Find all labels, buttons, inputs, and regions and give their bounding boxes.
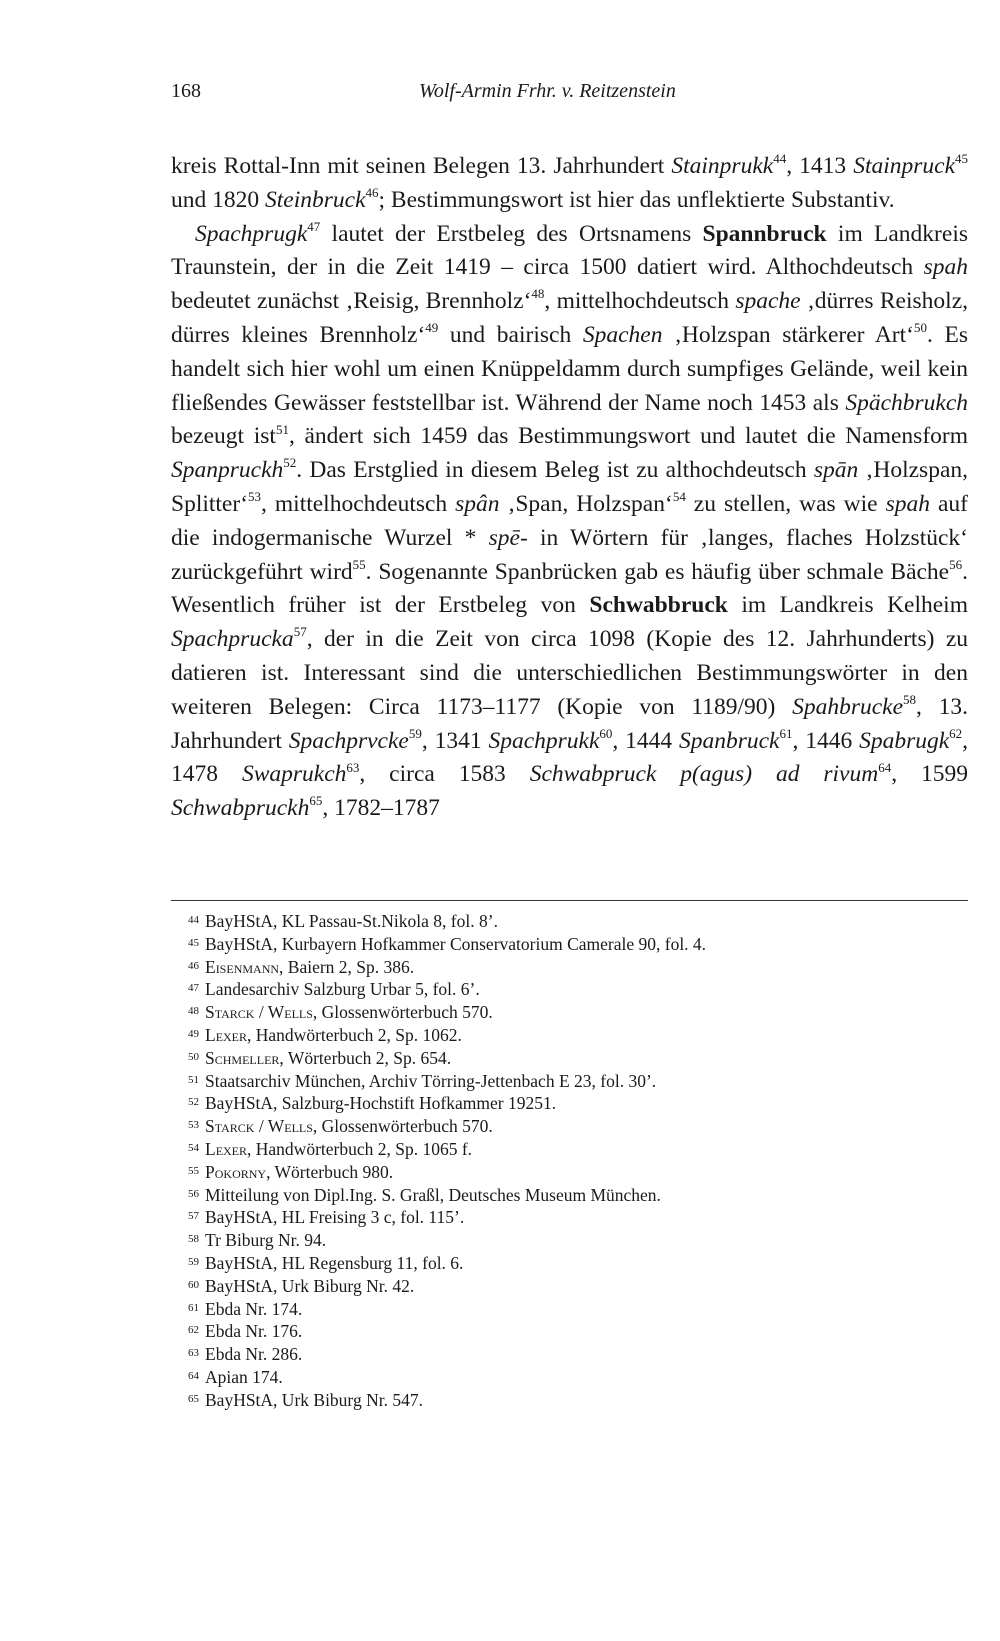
text-run: auf die indogermanische Wurzel * — [171, 490, 968, 551]
text-run: BayHStA, Salzburg-Hochstift Hofkammer 19251. — [205, 1093, 557, 1114]
italic-term: spē- — [488, 524, 528, 551]
footnote-number: 51 — [188, 1073, 199, 1086]
footnote-ref: 45 — [955, 151, 969, 167]
footnote-ref: 58 — [903, 691, 916, 707]
footnote-ref: 56 — [949, 556, 963, 572]
text-run: bedeutet zunächst ‚Reisig, Brennholz‘ — [171, 288, 532, 315]
italic-term: Schwabpruckh — [171, 795, 310, 822]
text-run: , Handwörterbuch 2, Sp. 1062. — [247, 1024, 462, 1045]
text-run: , 1341 — [421, 727, 489, 754]
footnote-ref: 44 — [773, 151, 787, 167]
italic-term: Spanpruckh — [171, 457, 284, 484]
italic-term: spân — [455, 490, 500, 517]
footnote-number: 60 — [188, 1278, 199, 1291]
text-run: ‚dürres Reisholz, dürres kleines Brennholz‘ — [171, 288, 969, 348]
footnote — [171, 1115, 968, 1138]
text-run: , der in die Zeit von circa 1098 (Kopie des 12. Jahrhunderts) zu datieren ist. Interessant sind die unterschiedlichen Bestimmungswörter in den weiteren Belegen: Circa 1173–1177 (Kopie von 1189/90) — [171, 626, 968, 720]
footnote-number: 44 — [188, 914, 199, 926]
text-run: . Wesentlich früher ist der Erstbeleg von — [171, 558, 968, 619]
text-run: , 1446 — [792, 727, 860, 754]
footnote — [171, 1229, 968, 1252]
italic-term: Spachen — [582, 321, 663, 348]
footnote — [171, 1001, 968, 1024]
text-run: , 13. Jahrhundert — [171, 693, 968, 754]
text-run: kreis Rottal-Inn mit seinen Belegen 13. Jahrhundert — [171, 153, 672, 179]
author-name: Pokorny — [205, 1161, 267, 1182]
footnote-ref: 62 — [949, 725, 963, 741]
italic-term: Schwabpruck p(agus) ad rivum — [529, 761, 879, 788]
text-run: , mittelhochdeutsch — [544, 288, 736, 315]
footnote — [171, 1252, 968, 1275]
italic-term: Spächbrukch — [845, 389, 968, 416]
footnote-rule — [171, 900, 968, 901]
text-run: zu stellen, was wie — [685, 490, 886, 517]
text-run: Ebda Nr. 174. — [205, 1298, 303, 1319]
text-run: im Landkreis Traunstein, der in die Zeit 1419 – circa 1500 datiert wird. Althochdeutsch — [171, 220, 968, 281]
text-run: Landesarchiv Salzburg Urbar 5, fol. 6’. — [205, 979, 480, 1000]
text-run: bezeugt ist — [171, 423, 276, 450]
italic-term: Spachprukk — [488, 727, 600, 754]
text-run: , ändert sich 1459 das Bestimmungswort und lautet die Namensform — [288, 423, 968, 450]
text-run: , 1444 — [612, 727, 679, 754]
footnote-number: 64 — [188, 1369, 199, 1382]
footnote-number: 53 — [188, 1119, 199, 1132]
paragraph — [171, 218, 968, 826]
italic-term: Stainprukk — [671, 153, 774, 179]
italic-term: spān — [813, 457, 859, 484]
footnote — [171, 1070, 968, 1093]
footnote-number: 65 — [188, 1392, 199, 1405]
footnote-ref: 65 — [309, 793, 323, 809]
author-name: Lexer — [205, 1024, 248, 1045]
footnote-ref: 55 — [352, 556, 366, 572]
footnote-ref: 57 — [293, 624, 307, 640]
text-run: , Glossenwörterbuch 570. — [312, 1116, 493, 1137]
footnote-ref: 49 — [425, 320, 439, 336]
footnote-number: 50 — [188, 1050, 199, 1063]
footnote-ref: 59 — [408, 725, 422, 741]
page-number: 168 — [171, 80, 201, 102]
italic-term: spah — [923, 254, 968, 281]
text-run: , Baiern 2, Sp. 386. — [279, 956, 415, 977]
italic-term: Spachprugk — [195, 220, 308, 247]
footnote-ref: 61 — [779, 725, 793, 741]
text-run: ‚Holzspan stärkerer Art‘ — [662, 321, 914, 348]
footnote-ref: 51 — [275, 421, 289, 437]
text-run: . Das Erstglied in diesem Beleg ist zu althochdeutsch — [296, 457, 814, 484]
italic-term: Spanbruck — [678, 727, 780, 754]
italic-term: spache — [735, 288, 801, 315]
footnote — [171, 1161, 968, 1184]
text-run: Mitteilung von Dipl.Ing. S. Graßl, Deutsches Museum München. — [205, 1184, 661, 1205]
text-run: BayHStA, Urk Biburg Nr. 547. — [205, 1389, 423, 1410]
footnote — [171, 1366, 968, 1389]
footnote — [171, 956, 968, 979]
italic-term: spah — [885, 490, 930, 517]
footnote-ref: 50 — [913, 320, 927, 336]
body-text — [171, 150, 968, 826]
footnote — [171, 910, 968, 933]
footnote-ref: 54 — [672, 489, 686, 505]
footnote — [171, 1275, 968, 1298]
text-run: BayHStA, Kurbayern Hofkammer Conservatorium Camerale 90, fol. 4. — [205, 933, 707, 954]
text-run: BayHStA, HL Freising 3 c, fol. 115’. — [205, 1207, 465, 1228]
footnote-number: 56 — [188, 1187, 199, 1200]
footnote-ref: 64 — [878, 759, 892, 775]
footnote — [171, 1320, 968, 1343]
italic-term: Spachprvcke — [288, 727, 409, 754]
footnote-number: 49 — [188, 1027, 199, 1040]
footnote-number: 52 — [188, 1096, 199, 1109]
footnote — [171, 978, 968, 1001]
footnotes — [171, 910, 968, 1412]
text-run: . Sogenannte Spanbrücken gab es häufig über schmale Bäche — [365, 558, 950, 585]
italic-term: Spabrugk — [859, 727, 950, 754]
running-title: Wolf-Armin Frhr. v. Reitzenstein — [419, 80, 676, 102]
footnote-ref: 60 — [599, 725, 613, 741]
footnote — [171, 1138, 968, 1161]
text-run: , circa 1583 — [359, 761, 530, 788]
footnote-number: 46 — [188, 959, 199, 972]
footnote-ref: 48 — [531, 286, 545, 302]
italic-term: Stainpruck — [853, 153, 956, 179]
italic-term: Swaprukch — [241, 761, 347, 788]
footnote — [171, 1298, 968, 1321]
text-run: Staatsarchiv München, Archiv Törring-Jettenbach E 23, fol. 30’. — [205, 1070, 657, 1091]
text-run: ; Bestimmungswort ist hier das unflektierte Substantiv. — [378, 186, 895, 213]
footnote-number: 45 — [188, 936, 199, 949]
text-run: , 1599 — [891, 761, 969, 788]
author-name: Starck / Wells — [205, 1116, 313, 1137]
text-run: BayHStA, KL Passau-St.Nikola 8, fol. 8’. — [205, 911, 498, 931]
text-run: Ebda Nr. 286. — [205, 1344, 303, 1365]
footnote-number: 62 — [188, 1324, 199, 1337]
footnote-number: 57 — [188, 1210, 199, 1223]
footnote-number: 61 — [188, 1301, 199, 1314]
footnote — [171, 1389, 968, 1412]
text-run: BayHStA, Urk Biburg Nr. 42. — [205, 1275, 415, 1296]
paragraph — [171, 150, 968, 218]
italic-term: Steinbruck — [265, 186, 366, 213]
footnote — [171, 1184, 968, 1207]
italic-term: Spachprucka — [171, 626, 294, 653]
footnote — [171, 1343, 968, 1366]
text-run: lautet der Erstbeleg des Ortsnamens — [320, 220, 703, 247]
text-run: in Wörtern für ‚langes, flaches Holzstück‘ zurückgeführt wird — [171, 524, 968, 585]
bold-place-name: Spannbruck — [702, 220, 827, 247]
text-run: BayHStA, HL Regensburg 11, fol. 6. — [205, 1252, 464, 1273]
footnote — [171, 933, 968, 956]
text-run: ‚Span, Holzspan‘ — [499, 490, 673, 517]
text-run: , mittelhochdeutsch — [261, 490, 456, 517]
footnote-ref: 53 — [248, 489, 262, 505]
footnote-ref: 52 — [283, 455, 297, 471]
footnote-number: 58 — [188, 1233, 199, 1246]
footnote-number: 47 — [188, 982, 199, 995]
text-run: Ebda Nr. 176. — [205, 1321, 303, 1342]
footnote-number: 48 — [188, 1005, 199, 1018]
author-name: Eisenmann — [205, 956, 280, 977]
footnote — [171, 1206, 968, 1229]
text-run: , Wörterbuch 2, Sp. 654. — [279, 1047, 452, 1068]
footnote-number: 54 — [188, 1141, 199, 1154]
footnote — [171, 1024, 968, 1047]
bold-place-name: Schwabbruck — [589, 592, 728, 619]
footnote-number: 63 — [188, 1347, 199, 1360]
author-name: Starck / Wells — [205, 1002, 313, 1023]
text-run: und bairisch — [438, 321, 583, 348]
italic-term: Spahbrucke — [792, 693, 903, 720]
footnote — [171, 1092, 968, 1115]
footnote-number: 59 — [188, 1255, 199, 1268]
text-run: , Glossenwörterbuch 570. — [312, 1002, 493, 1023]
text-run: , 1413 — [786, 153, 854, 179]
text-run: , Handwörterbuch 2, Sp. 1065 f. — [247, 1138, 473, 1159]
footnote — [171, 1047, 968, 1070]
text-run: Apian 174. — [205, 1366, 283, 1387]
text-run: , 1478 — [171, 727, 969, 788]
footnote-ref: 46 — [365, 184, 379, 200]
footnote-number: 55 — [188, 1164, 199, 1177]
text-run: , 1782–1787 — [322, 795, 440, 822]
author-name: Lexer — [205, 1138, 248, 1159]
footnote-ref: 63 — [346, 759, 360, 775]
text-run: Tr Biburg Nr. 94. — [205, 1230, 327, 1251]
text-run: , Wörterbuch 980. — [266, 1161, 394, 1182]
running-head — [171, 80, 931, 110]
text-run: . Es handelt sich hier wohl um einen Knüppeldamm durch sumpfiges Gelände, weil kein fließendes Gewässer feststellbar ist. Während der Name noch 1453 als — [171, 321, 968, 416]
footnote-ref: 47 — [307, 218, 321, 234]
text-run: ‚Holzspan, Splitter‘ — [171, 457, 968, 517]
text-run: und 1820 — [171, 186, 265, 213]
author-name: Schmeller — [205, 1047, 280, 1068]
text-run: im Landkreis Kelheim — [727, 592, 968, 619]
